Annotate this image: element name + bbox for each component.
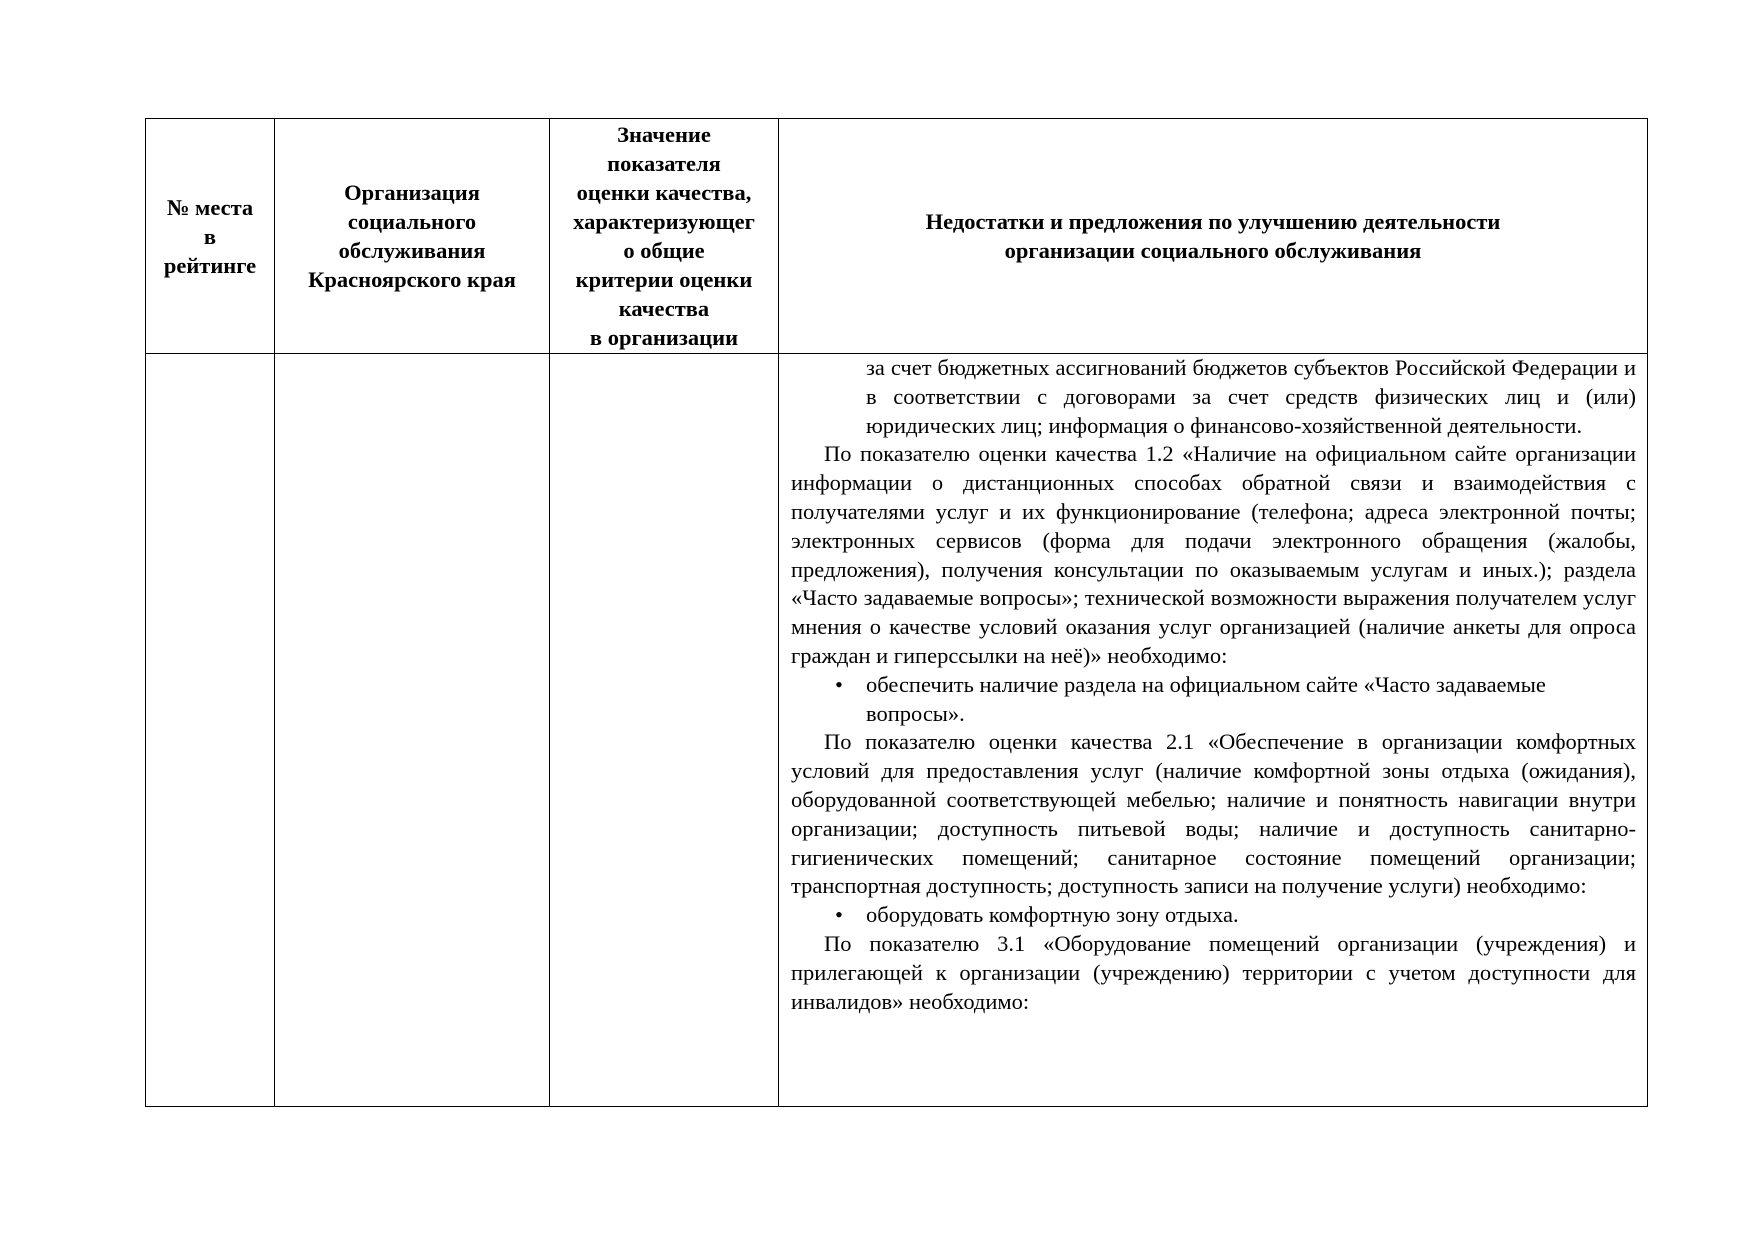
bullet-list	[791, 901, 1636, 930]
cell-rank-value	[146, 354, 274, 1106]
header-line: оценки качества,	[576, 180, 752, 205]
list-item-text: оборудовать комфортную зону отдыха.	[866, 902, 1239, 928]
header-indicator-value	[550, 119, 779, 354]
paragraph-indicator-1-2: По показателю оценки качества 1.2 «Наличие на официальном сайте организации информации о дистанционных способах обратной связи и взаимодействия с получателями услуг и их функционирование (телефона; адреса электронной почты; электронных сервисов (форма для подачи электронного обращения (жалобы, предложения), получения консультации по оказываемым услугам и иных.); раздела «Часто задаваемые вопросы»; технической возможности выражения получателем услуг мнения о качестве условий оказания услуг организацией (наличие анкеты для опроса граждан и гиперссылки на неё)» необходимо:	[791, 441, 1636, 668]
header-rank	[146, 119, 275, 354]
bullet-icon: •	[835, 671, 843, 697]
cell-shortcomings	[779, 354, 1648, 1107]
header-line: в организации	[589, 325, 739, 350]
bullet-icon: •	[835, 902, 843, 928]
header-organization-text	[275, 119, 549, 353]
header-rank-text	[146, 119, 274, 353]
paragraph-indicator-3-1: По показателю 3.1 «Оборудование помещений организации (учреждения) и прилегающей к организации (учреждению) территории с учетом доступности для инвалидов» необходимо:	[791, 930, 1636, 1014]
continued-list-text: за счет бюджетных ассигнований бюджетов субъектов Российской Федерации и в соответствии с договорами за счет средств физических лиц и (или) юридических лиц; информация о финансово-хозяйственной деятельности.	[866, 355, 1636, 438]
header-line: социального	[347, 209, 477, 234]
header-line: обслуживания	[338, 238, 486, 263]
cell-organization	[275, 354, 550, 1107]
header-line: Значение	[617, 122, 711, 147]
header-line: критерии оценки	[575, 267, 753, 292]
cell-organization-value	[275, 354, 549, 1106]
header-line: рейтинге	[163, 252, 257, 278]
list-item	[791, 671, 1636, 729]
cell-rank	[146, 354, 275, 1107]
cell-indicator-value	[550, 354, 779, 1107]
header-line: в	[203, 223, 217, 249]
list-item	[791, 901, 1636, 930]
bullet-list	[791, 671, 1636, 729]
header-line: Красноярского края	[308, 267, 516, 292]
header-line: организации социального обслуживания	[1004, 238, 1422, 263]
table-header-row	[146, 119, 1648, 354]
header-line: характеризующег	[573, 209, 755, 234]
header-line: о общие	[623, 238, 705, 263]
header-line: качества	[618, 296, 710, 321]
rating-table	[145, 118, 1648, 1107]
paragraph-indicator-2-1: По показателю оценки качества 2.1 «Обеспечение в организации комфортных условий для предоставления услуг (наличие комфортной зоны отдыха (ожидания), оборудованной соответствующей мебелью; наличие и понятность навигации внутри организации; доступность питьевой воды; наличие и доступность санитарно-гигиенических помещений; санитарное состояние помещений организации; транспортная доступность; доступность записи на получение услуги) необходимо:	[791, 729, 1636, 899]
header-line: показателя	[607, 151, 721, 176]
header-line: Организация	[344, 180, 480, 205]
list-item-text: обеспечить наличие раздела на официальном сайте «Часто задаваемые вопросы».	[866, 671, 1546, 726]
header-shortcomings-text	[779, 119, 1647, 353]
table-row	[146, 354, 1648, 1107]
shortcomings-content	[779, 354, 1647, 1016]
header-organization	[275, 119, 550, 354]
header-line: Недостатки и предложения по улучшению деятельности	[925, 209, 1501, 234]
header-shortcomings	[779, 119, 1648, 354]
header-indicator-value-text	[550, 119, 778, 353]
header-line: № места	[166, 194, 254, 220]
cell-indicator-value-value	[550, 354, 778, 1106]
